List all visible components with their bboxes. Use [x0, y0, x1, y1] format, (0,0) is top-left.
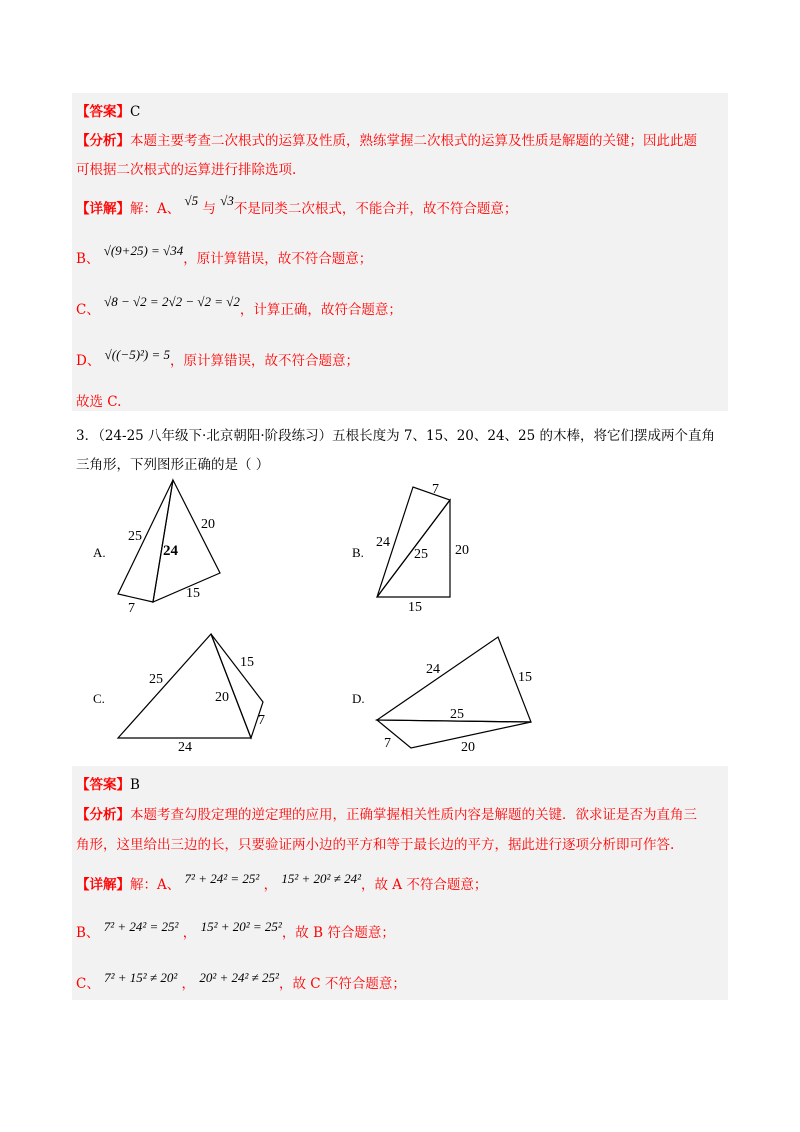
figure-d-edge-7: 7 — [384, 736, 391, 751]
sqrt3-expr: √3 — [220, 193, 234, 208]
analysis-line-2b: 角形，这里给出三边的长，只要验证两小边的平方和等于最长边的平方，据此进行逐项分析即可作答. — [76, 837, 675, 853]
figure-b-edge-7: 7 — [432, 482, 439, 497]
detail-2a-line: 【详解】解：A、 7² + 24² = 25² ， 15² + 20² ≠ 24²，故 A 不符合题意； — [76, 871, 488, 893]
figure-b-edge-24: 24 — [376, 535, 390, 550]
answer-line-2: 【答案】B — [76, 777, 140, 793]
d-math-expr: √((−5)²) = 5 — [104, 347, 171, 362]
detail-2b-line: B、 7² + 24² = 25² ， 15² + 20² = 25²，故 B 符合题意； — [76, 919, 395, 941]
figure-c-edge-15: 15 — [240, 655, 254, 670]
figure-d-triangle-1 — [377, 637, 531, 722]
sqrt5-expr: √5 — [184, 193, 199, 208]
c-math-expr: √8 − √2 = 2√2 − √2 = √2 — [104, 294, 240, 309]
answer-value-2: B — [130, 777, 140, 793]
figure-a-edge-24: 24 — [163, 543, 178, 559]
option-c-label: C. — [93, 691, 105, 706]
b-math-expr: √(9+25) = √34 — [103, 243, 184, 258]
figure-a-triangle-2 — [153, 480, 220, 602]
figure-b — [377, 487, 450, 597]
a2-math-2: 15² + 20² ≠ 24² — [281, 871, 361, 886]
figure-d-edge-15: 15 — [518, 670, 532, 685]
analysis-line-1b: 可根据二次根式的运算进行排除选项. — [76, 162, 297, 178]
figure-a — [118, 480, 220, 602]
detail-b-line: B、 √(9+25) = √34，原计算错误，故不符合题意； — [76, 243, 373, 267]
figure-b-triangle-2 — [377, 500, 450, 597]
figure-c-edge-24: 24 — [178, 740, 192, 755]
detail-c-line: C、 √8 − √2 = 2√2 − √2 = √2，计算正确，故符合题意； — [76, 294, 402, 318]
conclusion-line-1: 故选 C. — [76, 394, 122, 410]
question-3-line1: 3．（24-25 八年级下·北京朝阳·阶段练习）五根长度为 7、15、20、24、25 的木棒，将它们摆成两个直角 — [76, 428, 716, 444]
figure-d-edge-20: 20 — [461, 740, 475, 755]
figure-c-triangle-2 — [211, 634, 263, 738]
figure-b-edge-25: 25 — [414, 547, 428, 562]
detail-a-line: 【详解】解：A、 √5 与 √3不是同类二次根式，不能合并，故不符合题意； — [76, 193, 518, 217]
figure-b-edge-20: 20 — [455, 543, 469, 558]
figure-d-edge-24: 24 — [426, 662, 440, 677]
figure-d — [377, 637, 531, 748]
detail-2c-line: C、 7² + 15² ≠ 20² ， 20² + 24² ≠ 25²，故 C 不符合题意； — [76, 970, 406, 992]
figure-a-edge-20: 20 — [201, 517, 215, 532]
figure-d-edge-25: 25 — [450, 707, 464, 722]
answer-value: C — [130, 104, 141, 120]
b2-math-1: 7² + 24² = 25² — [103, 919, 179, 934]
figure-b-triangle-1 — [377, 487, 450, 597]
option-a-label: A. — [93, 545, 106, 560]
c2-math-1: 7² + 15² ≠ 20² — [104, 970, 178, 985]
analysis-line-2a: 【分析】本题考查勾股定理的逆定理的应用，正确掌握相关性质内容是解题的关键．欲求证是否为直角三 — [76, 807, 697, 823]
analysis-line-1a: 【分析】本题主要考查二次根式的运算及性质，熟练掌握二次根式的运算及性质是解题的关键；因此此题 — [76, 133, 697, 149]
figure-c-edge-7: 7 — [258, 713, 265, 728]
option-d-label: D. — [352, 691, 365, 706]
b2-math-2: 15² + 20² = 25² — [200, 919, 282, 934]
a2-math-1: 7² + 24² = 25² — [184, 871, 260, 886]
detail-d-line: D、 √((−5)²) = 5，原计算错误，故不符合题意； — [76, 347, 360, 369]
figure-a-edge-25: 25 — [128, 529, 142, 544]
figure-c-edge-20: 20 — [215, 690, 229, 705]
figure-d-triangle-2 — [377, 720, 531, 748]
figure-c-edge-25: 25 — [149, 672, 163, 687]
option-b-label: B. — [352, 545, 364, 560]
figure-c-triangle-1 — [118, 634, 251, 738]
question-3-line2: 三角形，下列图形正确的是（ ） — [76, 457, 270, 473]
figure-a-edge-7: 7 — [128, 601, 135, 616]
figure-b-edge-15: 15 — [408, 600, 422, 615]
figure-c — [118, 634, 263, 738]
figure-a-edge-15: 15 — [186, 586, 200, 601]
figure-a-triangle-1 — [118, 480, 173, 602]
c2-math-2: 20² + 24² ≠ 25² — [199, 970, 279, 985]
answer-line-1: 【答案】C — [76, 104, 141, 120]
